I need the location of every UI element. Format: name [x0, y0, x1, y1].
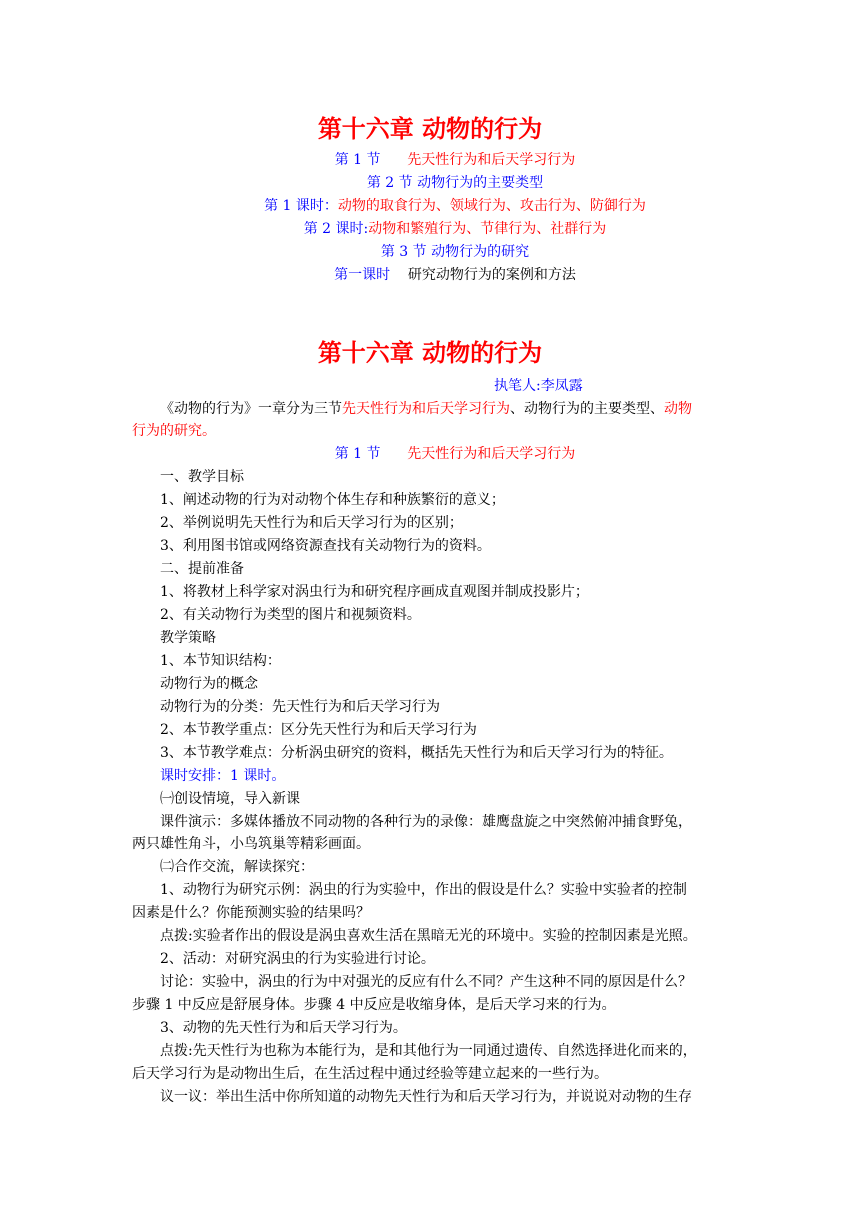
body-line: 2、有关动物行为类型的图片和视频资料。 [160, 607, 421, 623]
body-line: 教学策略 [160, 630, 216, 646]
intro-text-a: 《动物的行为》一章分为三节 [160, 401, 342, 417]
toc-first-lesson [0, 265, 860, 285]
paragraph-1-line-1: 1、动物行为研究示例：涡虫的行为实验中，作出的假设是什么？实验中实验者的控制 [160, 882, 687, 898]
paragraph-6-line-2: 后天学习行为是动物出生后，在生活过程中通过经验等建立起来的一些行为。 [132, 1066, 608, 1082]
author-line: 执笔人:李凤露 [494, 378, 583, 394]
paragraph-7: 议一议：举出生活中你所知道的动物先天性行为和后天学习行为，并说说对动物的生存 [160, 1089, 692, 1105]
toc-first-lesson-text: 研究动物行为的案例和方法 [407, 267, 576, 283]
step-1-text-line-2: 两只雄性角斗，小鸟筑巢等精彩画面。 [132, 836, 370, 852]
toc-first-lesson-label: 第一课时 [334, 267, 391, 283]
body-line: 1、阐述动物的行为对动物个体生存和种族繁衍的意义； [160, 492, 505, 508]
intro-text-c: 、动物行为的主要类型、 [510, 401, 664, 417]
body-line: 3、利用图书馆或网络资源查找有关动物行为的资料。 [160, 538, 491, 554]
toc-title: 第十六章 动物的行为 [317, 115, 543, 143]
paragraph-5: 3、动物的先天性行为和后天学习行为。 [160, 1020, 407, 1036]
body-line: 2、举例说明先天性行为和后天学习行为的区别； [160, 515, 463, 531]
body-line: 1、本节知识结构： [160, 653, 281, 669]
toc-section-3: 第 3 节 动物行为的研究 [380, 244, 530, 260]
section-1-name: 先天性行为和后天学习行为 [407, 446, 576, 462]
step-2-title: ㈡合作交流，解读探究： [160, 859, 314, 875]
paragraph-3: 2、活动：对研究涡虫的行为实验进行讨论。 [160, 951, 435, 967]
schedule-line: 课时安排：1 课时。 [160, 768, 286, 784]
paragraph-1-line-2: 因素是什么？你能预测实验的结果吗？ [132, 905, 370, 921]
toc-section-2: 第 2 节 动物行为的主要类型 [366, 175, 544, 191]
paragraph-2: 点拨:实验者作出的假设是涡虫喜欢生活在黑暗无光的环境中。实验的控制因素是光照。 [160, 928, 697, 944]
toc-lesson-2-text: 动物和繁殖行为、节律行为、社群行为 [368, 221, 607, 237]
section-1-number: 第 1 节 [334, 446, 381, 462]
toc-section-1-name: 先天性行为和后天学习行为 [407, 152, 576, 168]
intro-text-d: 动物 [664, 401, 692, 417]
toc-section-1 [0, 150, 860, 170]
step-1-title: ㈠创设情境，导入新课 [160, 791, 300, 807]
chapter-title: 第十六章 动物的行为 [317, 339, 543, 367]
body-line: 一、教学目标 [160, 469, 244, 485]
body-line: 3、本节教学难点：分析涡虫研究的资料，概括先天性行为和后天学习行为的特征。 [160, 745, 673, 761]
intro-paragraph-line-1 [160, 399, 692, 419]
step-1-text-line-1: 课件演示：多媒体播放不同动物的各种行为的录像：雄鹰盘旋之中突然俯冲捕食野兔， [160, 814, 692, 830]
intro-paragraph-line-2: 行为的研究。 [132, 423, 216, 439]
body-line: 1、将教材上科学家对涡虫行为和研究程序画成直观图并制成投影片； [160, 584, 589, 600]
body-line: 二、提前准备 [160, 561, 244, 577]
paragraph-4-line-1: 讨论：实验中，涡虫的行为中对强光的反应有什么不同？产生这种不同的原因是什么？ [160, 974, 692, 990]
body-line: 动物行为的概念 [160, 676, 258, 692]
body-line: 动物行为的分类：先天性行为和后天学习行为 [160, 699, 440, 715]
toc-lesson-1 [0, 196, 860, 216]
toc-lesson-1-label: 第 1 课时： [264, 198, 338, 214]
toc-lesson-1-text: 动物的取食行为、领域行为、攻击行为、防御行为 [337, 198, 646, 214]
toc-section-1-number: 第 1 节 [334, 152, 381, 168]
section-1-heading [0, 444, 860, 464]
toc-lesson-2 [0, 219, 860, 239]
paragraph-4-line-2: 步骤 1 中反应是舒展身体。步骤 4 中反应是收缩身体，是后天学习来的行为。 [132, 997, 616, 1013]
intro-text-b: 先天性行为和后天学习行为 [342, 401, 510, 417]
paragraph-6-line-1: 点拨:先天性行为也称为本能行为，是和其他行为一同通过遗传、自然选择进化而来的， [160, 1043, 697, 1059]
body-line: 2、本节教学重点：区分先天性行为和后天学习行为 [160, 722, 477, 738]
toc-lesson-2-label: 第 2 课时: [303, 221, 369, 237]
